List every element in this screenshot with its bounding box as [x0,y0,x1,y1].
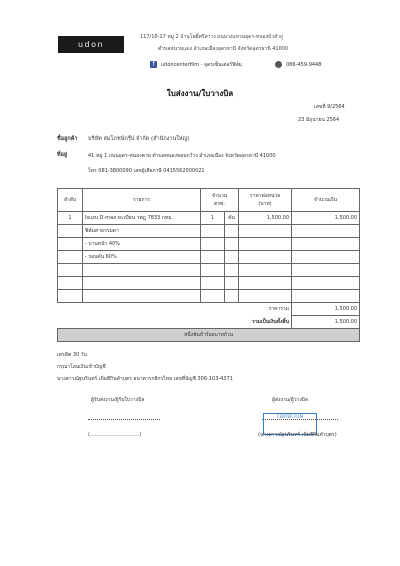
receiver-label: ผู้รับส่งงาน/ผู้รับใบวางบิล [91,397,145,403]
company-logo: udon [58,36,124,53]
table-row [58,290,360,303]
table-row [58,225,360,238]
sender-name: (นางสาวณัฐนรินทร์ เบิ่มฮีกินคำบุตร) [258,432,337,438]
header-no: ลำดับ [58,189,83,212]
subtotal-value: 1,500.00 [292,303,360,316]
document-number: เลขที่ 9/2564 [314,104,345,110]
receiver-signature-line [88,419,160,420]
table-row [58,212,360,225]
total-label: รวมเป็นเงินทั้งสิ้น [58,316,292,329]
header-price: ราคาต่อหน่วย (บาท) [239,189,292,212]
row-qty: 1 [201,212,225,225]
receiver-name: (...............................) [88,432,142,438]
customer-address-label: ที่อยู่ [57,152,68,158]
amount-in-words: หนึ่งพันห้าร้อยบาทถ้วน [58,329,360,342]
row-item: Isuzu D-max ทะเบียน วพฎ 7833 กทม. [83,212,201,225]
document-date: 23 มิถุนายน 2564 [298,117,340,123]
phone-icon [275,61,282,68]
facebook-icon: f [150,61,157,68]
header-address-line2: ตำบลหนามแดง อำเภอเมืองอุดรธานี จังหวัดอุดรธานี 41000 [158,46,289,52]
row-amount: 1,500.00 [292,212,360,225]
row-unit: คัน [225,212,239,225]
total-row [58,316,360,329]
table-row [58,277,360,290]
bank-instruction: กรุณาโอนเงินเข้าบัญชี [57,364,106,370]
row-no: 1 [58,212,83,225]
table-row [58,251,360,264]
document-title: ใบส่งงาน/ใบวางบิล [166,89,234,98]
subtotal-row [58,303,360,316]
customer-contact: โทร 081-3800090 เลขผู้เสียภาษี 0415562000021 [88,168,205,174]
customer-name-label: ชื่อลูกค้า [57,136,78,142]
row-item: ฟิล์มค่าธรรมดา [83,225,201,238]
sender-label: ผู้ส่งงาน/ผู้วางบิล [272,397,308,403]
header-facebook: udoncenterfilm - อุดรเซ็นเตอร์ฟิล์ม [161,62,243,68]
amount-in-words-row [58,329,360,342]
header-amount: จำนวนเงิน [292,189,360,212]
header-item: รายการ [83,189,201,212]
company-stamp: CENTER FILM [263,413,317,435]
customer-name: บริษัท สมโภชน์กรุ๊ป จำกัด (สำนักงานใหญ่) [88,136,190,142]
table-row [58,238,360,251]
subtotal-label: ราคารวม [58,303,292,316]
customer-address: 41 หมู่ 1 ถนนอุดร-หนองคาย ตำบลหนองขอนกว้าง อำเภอเมือง จังหวัดอุดรธานี 41000 [88,153,276,159]
row-price: 1,500.00 [239,212,292,225]
header-phone: 086-459-9448 [286,62,322,68]
header-qty: จำนวน ตรพ. [201,189,239,212]
table-row [58,264,360,277]
total-value: 1,500.00 [292,316,360,329]
row-item: - บานหน้า 40% [83,238,201,251]
items-table [57,188,360,342]
credit-terms: เครดิต 30 วัน [57,352,87,358]
bank-account: นางสาวณัฐนรินทร์ เบิ่มฮีกินคำบุตร ธนาคารกสิกรไทย เลขที่บัญชี 306-103-4371 [57,376,233,382]
table-header-row [58,189,360,212]
row-item: - รอบคัน 60% [83,251,201,264]
header-address-line1: 117/16-17 หมู่ 2 บ้านโพธิ์ศรีสว่าง ถนนวงแหวนอุดร-หนองบัวลำภู [140,34,284,40]
